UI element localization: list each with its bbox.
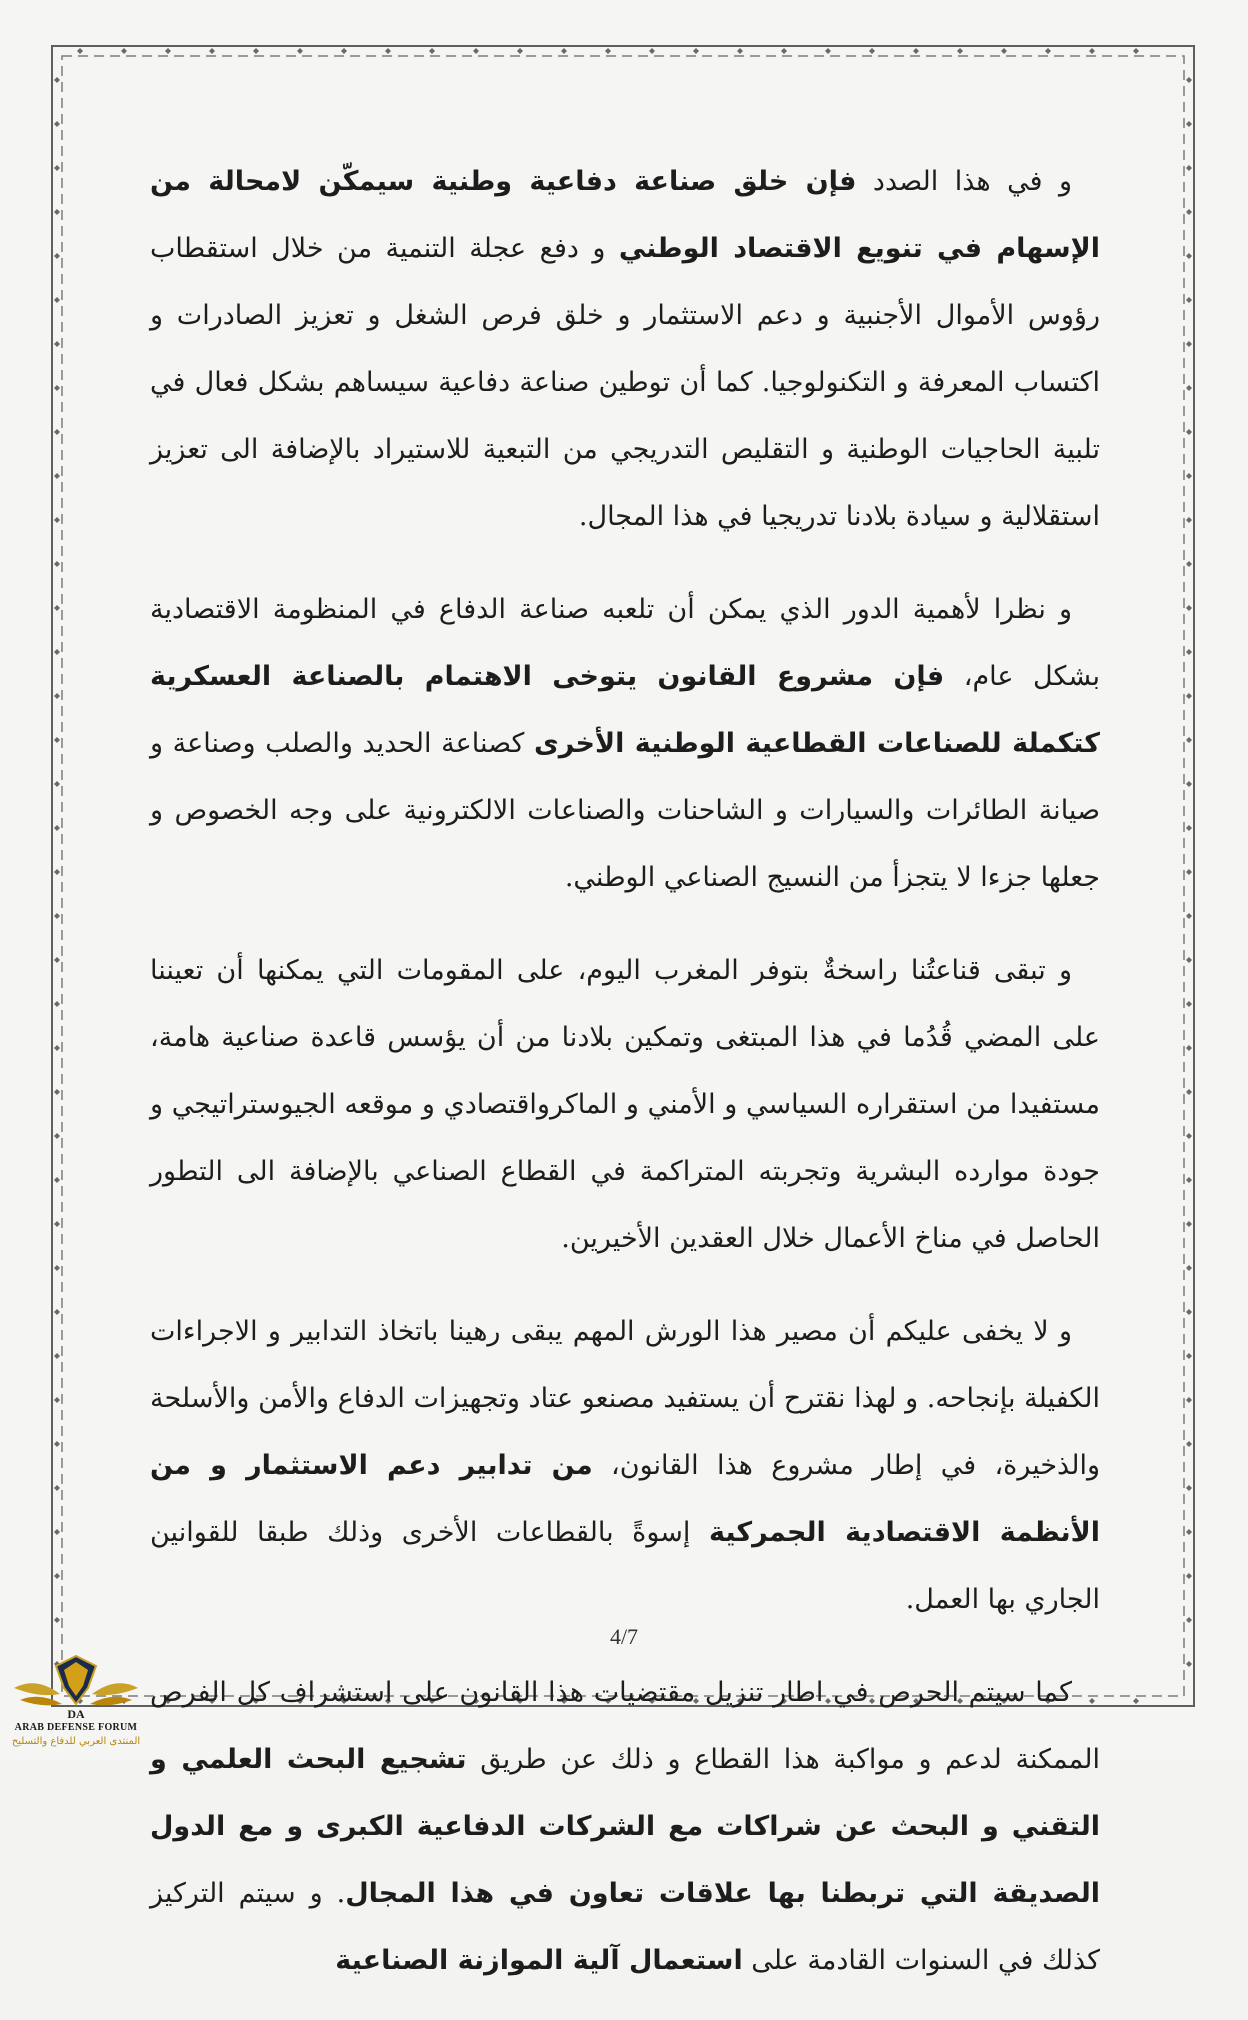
border-ornament <box>1186 1309 1192 1315</box>
border-ornament <box>54 1485 60 1491</box>
border-ornament <box>825 48 831 54</box>
border-ornament <box>1186 1353 1192 1359</box>
paragraph-4 <box>150 1298 1100 1633</box>
border-ornament <box>54 737 60 743</box>
border-ornament <box>54 957 60 963</box>
border-ornament <box>54 77 60 83</box>
border-ornament <box>1186 869 1192 875</box>
border-ornament <box>385 48 391 54</box>
paragraph-5-bold: تشجيع البحث العلمي و التقني و البحث عن شراكات مع الشركات الدفاعية الكبرى و مع الدول الصديقة التي تربطنا بها علاقات تعاون في هذا المجال <box>150 1744 1100 1909</box>
border-ornament <box>1186 77 1192 83</box>
border-ornament <box>54 605 60 611</box>
border-ornament <box>1133 48 1139 54</box>
border-ornament <box>1186 253 1192 259</box>
border-ornament <box>1001 48 1007 54</box>
paragraph-1-text: و في هذا الصدد <box>856 166 1073 197</box>
border-ornament <box>429 48 435 54</box>
document-body <box>150 148 1100 2020</box>
paragraph-2 <box>150 576 1100 911</box>
border-ornament <box>913 48 919 54</box>
eagle-emblem-icon <box>6 1648 146 1724</box>
border-ornament <box>1186 605 1192 611</box>
border-ornament <box>54 121 60 127</box>
border-ornament <box>473 48 479 54</box>
border-ornament <box>253 48 259 54</box>
watermark-subtitle: المنتدى العربي للدفاع والتسليح <box>11 1736 141 1747</box>
border-ornament <box>54 649 60 655</box>
border-ornament <box>54 473 60 479</box>
border-ornament <box>77 48 83 54</box>
border-ornament <box>54 1265 60 1271</box>
border-ornament <box>54 1397 60 1403</box>
border-ornament <box>781 48 787 54</box>
border-ornament <box>1186 1177 1192 1183</box>
border-ornament <box>54 781 60 787</box>
border-ornament <box>737 48 743 54</box>
border-ornament <box>54 1045 60 1051</box>
paragraph-1-text-2: و دفع عجلة التنمية من خلال استقطاب رؤوس الأموال الأجنبية و دعم الاستثمار و خلق فرص الشغل و تعزيز الصادرات و اكتساب المعرفة و التكنولوجيا. كما أن توطين صناعة دفاعية سيساهم بشكل فعال في تلبية الحاجيات الوطنية و التقليص التدريجي من التبعية للاستيراد بالإضافة الى تعزيز استقلالية و سيادة بلادنا تدريجيا في هذا المجال. <box>150 233 1100 532</box>
border-ornament <box>54 913 60 919</box>
border-ornament <box>209 48 215 54</box>
border-ornament <box>54 517 60 523</box>
border-ornament <box>1133 1698 1139 1704</box>
paragraph-4-text: و لا يخفى عليكم أن مصير هذا الورش المهم يبقى رهينا باتخاذ التدابير و الاجراءات الكفيلة بإنجاحه. و لهذا نقترح أن يستفيد مصنعو عتاد وتجهيزات الدفاع والأمن والأسلحة والذخيرة، في إطار مشروع هذا القانون، <box>150 1316 1100 1481</box>
border-ornament <box>561 48 567 54</box>
border-ornament <box>957 48 963 54</box>
watermark-title: ARAB DEFENSE FORUM <box>14 1722 138 1733</box>
border-ornament <box>1186 1485 1192 1491</box>
border-ornament <box>1186 561 1192 567</box>
border-ornament <box>1186 1133 1192 1139</box>
border-ornament <box>1186 1397 1192 1403</box>
border-ornament <box>54 1353 60 1359</box>
border-ornament <box>54 1221 60 1227</box>
paragraph-4-text-2: إسوةً بالقطاعات الأخرى وذلك طبقا للقوانين الجاري بها العمل. <box>150 1517 1100 1615</box>
border-ornament <box>1186 1089 1192 1095</box>
paragraph-5-bold-2: استعمال آلية الموازنة الصناعية <box>335 1945 743 1976</box>
border-ornament <box>1186 385 1192 391</box>
paragraph-3-text: و تبقى قناعتُنا راسخةٌ بتوفر المغرب اليوم، على المقومات التي يمكنها أن تعيننا على المضي قُدُما في هذا المبتغى وتمكين بلادنا من أن يؤسس قاعدة صناعية هامة، مستفيدا من استقراره السياسي و الأمني و الماكرواقتصادي و موقعه الجيوستراتيجي و جودة موارده البشرية وتجربته المتراكمة في القطاع الصناعي بالإضافة الى التطور الحاصل في مناخ الأعمال خلال العقدين الأخيرين. <box>150 955 1100 1254</box>
border-ornament <box>649 48 655 54</box>
border-ornament <box>54 1529 60 1535</box>
border-ornament <box>54 253 60 259</box>
border-ornament <box>341 48 347 54</box>
border-ornament <box>54 869 60 875</box>
paragraph-3 <box>150 937 1100 1272</box>
border-ornament <box>1186 1617 1192 1623</box>
border-ornament <box>1186 1661 1192 1667</box>
border-ornament <box>1186 429 1192 435</box>
border-ornament <box>54 209 60 215</box>
border-ornament <box>1186 781 1192 787</box>
border-ornament <box>1186 297 1192 303</box>
page-number: 4/7 <box>609 1624 639 1649</box>
border-ornament <box>54 1309 60 1315</box>
border-ornament <box>54 825 60 831</box>
border-ornament <box>1089 48 1095 54</box>
border-ornament <box>1186 1529 1192 1535</box>
border-ornament <box>1045 48 1051 54</box>
border-ornament <box>517 48 523 54</box>
paragraph-1-bold: فإن خلق صناعة دفاعية وطنية سيمكّن لامحالة من الإسهام في تنويع الاقتصاد الوطني <box>150 166 1100 264</box>
border-ornament <box>1186 693 1192 699</box>
border-ornament <box>1186 649 1192 655</box>
border-ornament <box>54 693 60 699</box>
border-ornament <box>1186 957 1192 963</box>
border-ornament <box>297 48 303 54</box>
border-ornament <box>165 48 171 54</box>
border-ornament <box>54 341 60 347</box>
border-ornament <box>54 1441 60 1447</box>
paragraph-2-bold: فإن مشروع القانون يتوخى الاهتمام بالصناعة العسكرية كتكملة للصناعات القطاعية الوطنية الأخرى <box>150 661 1100 759</box>
border-ornament <box>54 561 60 567</box>
border-ornament <box>1186 913 1192 919</box>
border-ornament <box>54 1573 60 1579</box>
border-ornament <box>1186 517 1192 523</box>
border-ornament <box>54 1133 60 1139</box>
paragraph-2-text: و نظرا لأهمية الدور الذي يمكن أن تلعبه صناعة الدفاع في المنظومة الاقتصادية بشكل عام، <box>150 594 1100 692</box>
border-ornament <box>1186 1045 1192 1051</box>
border-ornament <box>605 48 611 54</box>
paragraph-4-bold: من تدابير دعم الاستثمار و من الأنظمة الاقتصادية الجمركية <box>150 1450 1100 1548</box>
border-ornament <box>121 48 127 54</box>
border-ornament <box>1186 1221 1192 1227</box>
border-ornament <box>54 1001 60 1007</box>
border-ornament <box>1186 737 1192 743</box>
border-ornament <box>1186 1573 1192 1579</box>
paragraph-1 <box>150 148 1100 550</box>
border-ornament <box>1186 121 1192 127</box>
border-ornament <box>1186 341 1192 347</box>
border-ornament <box>1186 1001 1192 1007</box>
border-ornament <box>1186 825 1192 831</box>
paragraph-5 <box>150 1659 1100 1994</box>
border-ornament <box>1186 165 1192 171</box>
watermark-logo <box>6 1648 146 1756</box>
border-ornament <box>54 1089 60 1095</box>
border-ornament <box>54 1617 60 1623</box>
border-ornament <box>1186 473 1192 479</box>
border-ornament <box>1186 209 1192 215</box>
border-ornament <box>54 1177 60 1183</box>
watermark-logo-text: DA <box>67 1707 85 1721</box>
paragraph-5-text: كما سيتم الحرص في اطار تنزيل مقتضيات هذا القانون على استشراف كل الفرص الممكنة لدعم و مواكبة هذا القطاع و ذلك عن طريق <box>150 1677 1100 1775</box>
border-ornament <box>1186 1441 1192 1447</box>
border-ornament <box>54 385 60 391</box>
border-ornament <box>54 297 60 303</box>
paragraph-2-text-2: كصناعة الحديد والصلب وصناعة و صيانة الطائرات والسيارات و الشاحنات والصناعات الالكترونية على وجه الخصوص و جعلها جزءا لا يتجزأ من النسيج الصناعي الوطني. <box>150 728 1100 893</box>
border-ornament <box>54 429 60 435</box>
border-ornament <box>54 165 60 171</box>
border-ornament <box>869 48 875 54</box>
border-ornament <box>1186 1265 1192 1271</box>
paragraph-5-text-2: . و سيتم التركيز كذلك في السنوات القادمة على <box>150 1878 1100 1976</box>
border-ornament <box>693 48 699 54</box>
